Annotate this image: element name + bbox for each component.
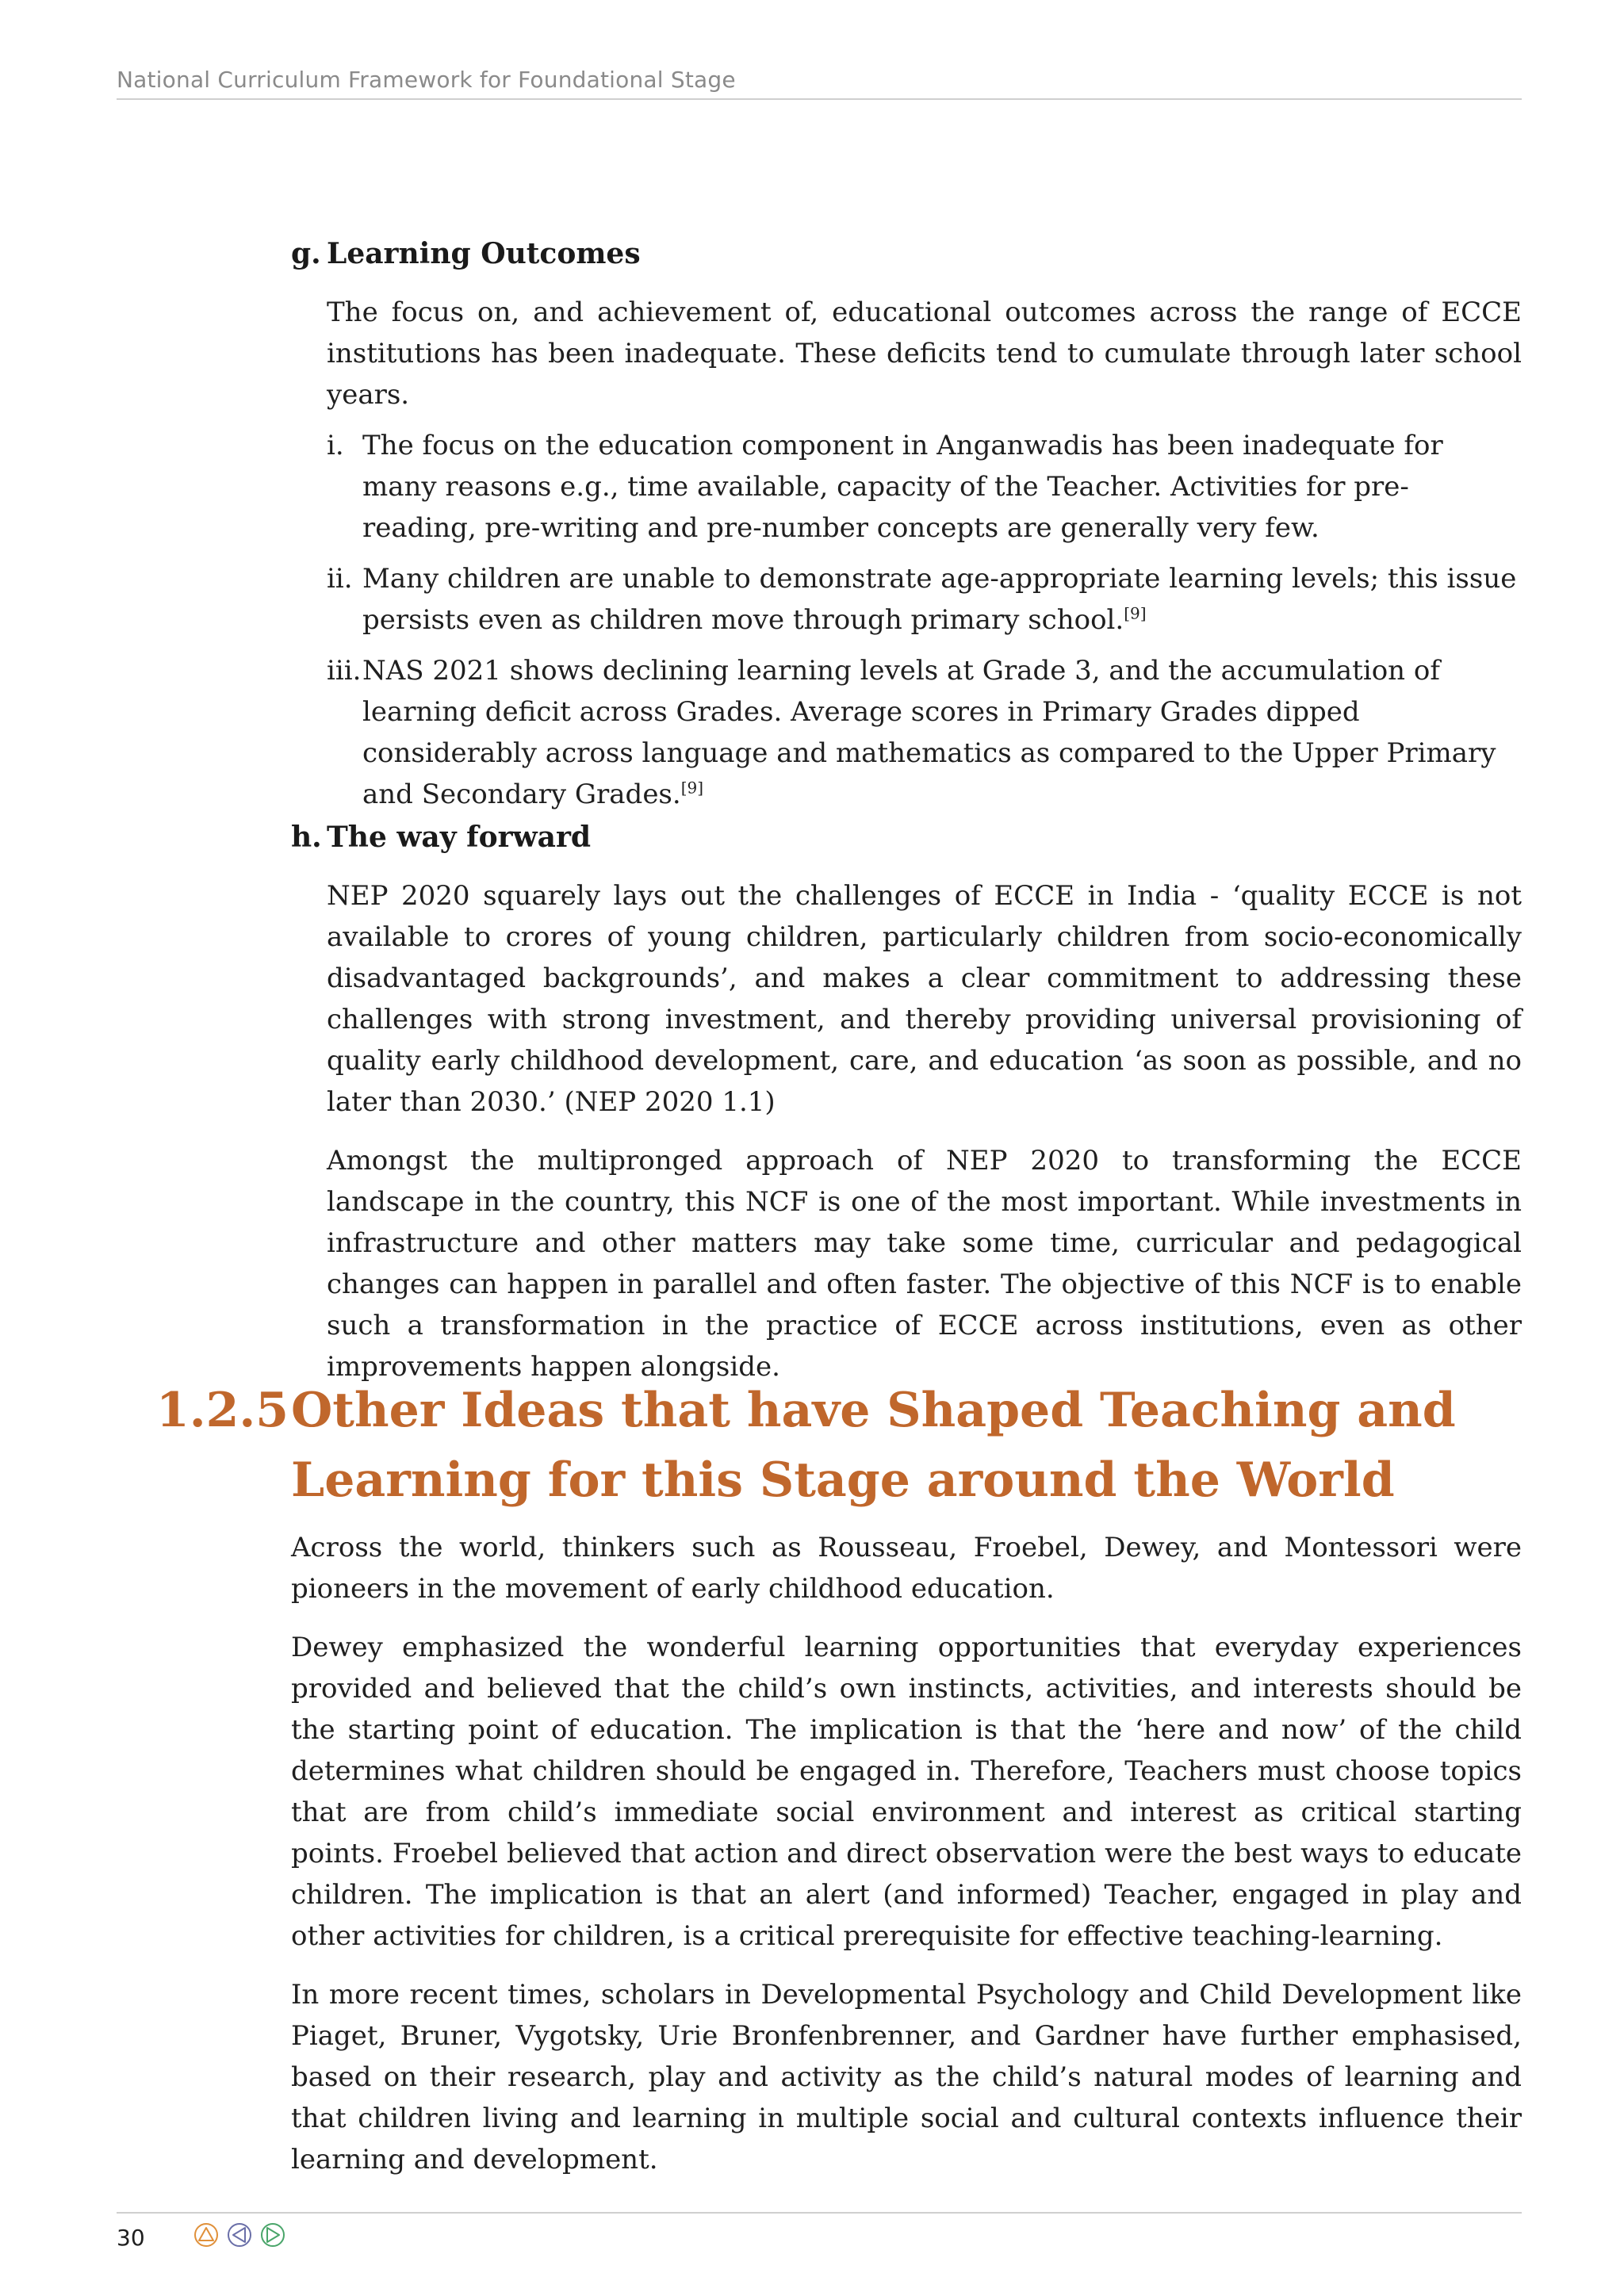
- list-item: [327, 650, 1522, 815]
- section-learning-outcomes: [291, 236, 1522, 815]
- subheading-title: Learning Outcomes: [327, 237, 641, 270]
- paragraph: Dewey emphasized the wonderful learning opportunities that everyday experiences provided and believed that the child’s own instincts, activities, and interests should be the starting point of education. The implication is that the ‘here and now’ of the child determines what children should be engaged in. Therefore, Teachers must choose topics that are from child’s immediate social environment and interest as critical starting points. Froebel believed that action and direct observation were the best ways to educate children. The implication is that an alert (and informed) Teacher, engaged in play and other activities for children, is a critical prerequisite for effective teaching-learning.: [291, 1632, 1522, 1952]
- subheading-letter: g.: [291, 237, 321, 270]
- paragraph: The focus on, and achievement of, educational outcomes across the range of ECCE institutions has been inadequate. These deficits tend to cumulate through later school years.: [327, 297, 1522, 411]
- section-way-forward: [291, 820, 1522, 1387]
- section-number: 1.2.5: [156, 1383, 289, 1438]
- paragraph: NEP 2020 squarely lays out the challenges of ECCE in India - ‘quality ECCE is not available to crores of young children, particularly children from socio-economically disadvantaged backgrounds’, and makes a clear commitment to addressing these challenges with strong investment, and thereby providing universal provisioning of quality early childhood development, care, and education ‘as soon as possible, and no later than 2030.’ (NEP 2020 1.1): [327, 880, 1522, 1118]
- subheading-learning-outcomes: [291, 236, 1522, 271]
- footer-icons: [193, 2221, 286, 2248]
- page-number: 30: [117, 2225, 145, 2251]
- left-triangle-circle-icon: [226, 2221, 253, 2248]
- section-1-2-5-body: [291, 1527, 1522, 2180]
- subheading-title: The way forward: [327, 821, 592, 854]
- list-item-text: The focus on the education component in Anganwadis has been inadequate for many reasons e.g., time available, capacity of the Teacher. Activities for pre-reading, pre-writing and pre-number concepts are generally very few.: [362, 430, 1443, 544]
- header-rule: [117, 98, 1522, 100]
- section-heading-1-2-5: [156, 1376, 1522, 1515]
- list-item-text: NAS 2021 shows declining learning levels at Grade 3, and the accumulation of learning deficit across Grades. Average scores in Primary Grades dipped considerably across language and mathematics as compared to the Upper Primary and Secondary Grades.[9]: [362, 655, 1496, 810]
- list-item-number: ii.: [327, 563, 353, 595]
- list-item-number: iii.: [327, 655, 362, 687]
- paragraph: In more recent times, scholars in Developmental Psychology and Child Development like Piaget, Bruner, Vygotsky, Urie Bronfenbrenner, and Gardner have further emphasised, based on their research, play and activity as the child’s natural modes of learning and that children living and learning in multiple social and cultural contexts influence their learning and development.: [291, 1979, 1522, 2175]
- section-title: Other Ideas that have Shaped Teaching and Learning for this Stage around the World: [291, 1383, 1456, 1508]
- footer-rule: [117, 2212, 1522, 2214]
- list-item-number: i.: [327, 430, 344, 461]
- right-triangle-circle-icon: [259, 2221, 286, 2248]
- list-item: [327, 558, 1522, 641]
- subheading-way-forward: [291, 820, 1522, 855]
- citation-ref: [9]: [1124, 603, 1147, 623]
- citation-ref: [9]: [680, 778, 704, 798]
- triangle-circle-icon: [193, 2221, 220, 2248]
- list-item: [327, 425, 1522, 549]
- paragraph: Across the world, thinkers such as Rousseau, Froebel, Dewey, and Montessori were pioneers in the movement of early childhood education.: [291, 1532, 1522, 1605]
- list-item-text: Many children are unable to demonstrate age-appropriate learning levels; this issue persists even as children move through primary school.[9]: [362, 563, 1517, 636]
- subheading-letter: h.: [291, 821, 322, 854]
- running-header: National Curriculum Framework for Foundational Stage: [117, 67, 736, 93]
- paragraph: Amongst the multipronged approach of NEP 2020 to transforming the ECCE landscape in the country, this NCF is one of the most important. While investments in infrastructure and other matters may take some time, curricular and pedagogical changes can happen in parallel and often faster. The objective of this NCF is to enable such a transformation in the practice of ECCE across institutions, even as other improvements happen alongside.: [327, 1145, 1522, 1383]
